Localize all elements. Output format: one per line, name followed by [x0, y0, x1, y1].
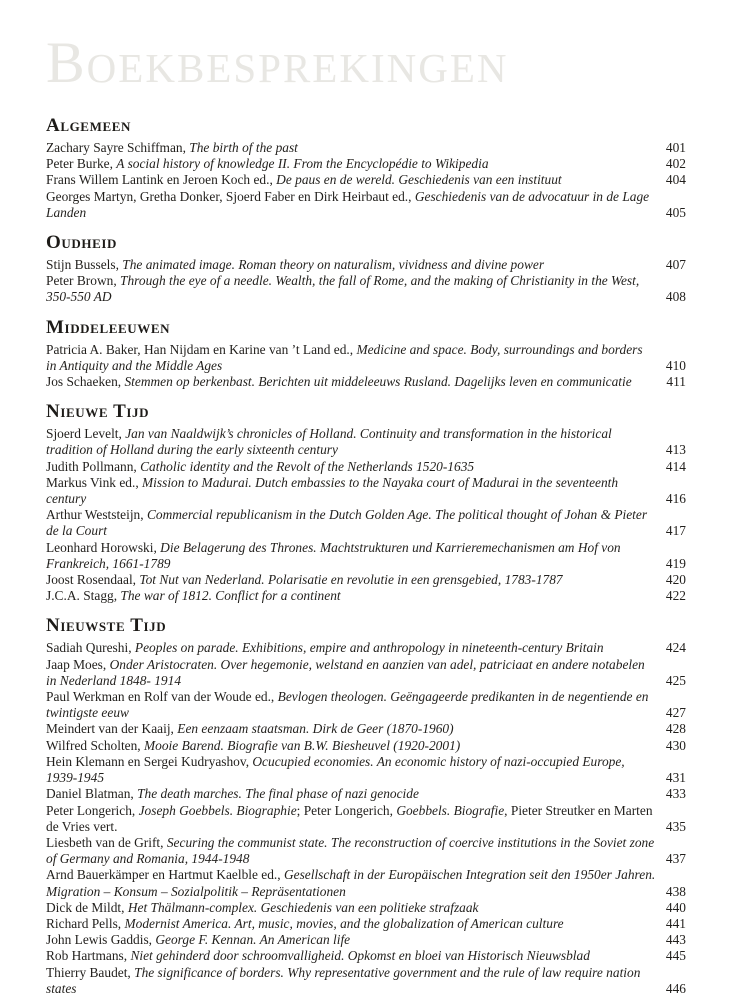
entry-text: [46, 426, 612, 457]
entry-book-title: The birth of the past: [189, 140, 298, 155]
page-title: Boekbesprekingen: [46, 30, 509, 95]
entry-text: [46, 948, 590, 963]
entry-page-number: 433: [665, 786, 686, 802]
toc-entry: [46, 273, 686, 305]
entry-author: Sjoerd Levelt,: [46, 426, 126, 442]
entry-page-number: 408: [665, 289, 686, 305]
toc-entry: [46, 721, 686, 737]
entry-author: Sadiah Qureshi,: [46, 640, 135, 656]
entry-page-number: 402: [665, 156, 686, 172]
entry-author: Rob Hartmans,: [46, 948, 131, 964]
entry-text: [46, 156, 489, 171]
entry-book-title: Goebbels. Biografie: [396, 802, 505, 818]
toc-entry: [46, 900, 686, 916]
entry-book-title: De paus en de wereld. Geschiedenis van een instituut: [276, 172, 562, 188]
entry-page-number: 435: [665, 818, 686, 834]
entry-text: [46, 572, 563, 587]
entry-book-title: Through the eye of a needle. Wealth, the fall of Rome, and the making of Christianity in the West, 350-550 AD: [46, 273, 640, 305]
entry-author: Wilfred Scholten,: [46, 737, 145, 753]
entry-book-title: Catholic identity and the Revolt of the Netherlands 1520-1635: [140, 458, 475, 474]
toc-entry: [46, 572, 686, 588]
toc-entry: [46, 965, 686, 997]
entry-page-number: 431: [665, 770, 686, 786]
entry-book-title: Het Thälmann-complex. Geschiedenis van een politieke strafzaak: [127, 899, 479, 915]
entry-page-number: 401: [665, 140, 686, 155]
toc-entry: [46, 640, 686, 656]
entry-author: Patricia A. Baker, Han Nijdam en Karine van ’t Land ed.,: [46, 341, 357, 357]
entry-page-number: 420: [665, 572, 686, 588]
entry-author: Peter Brown,: [46, 273, 121, 289]
entry-author: Markus Vink ed.,: [46, 474, 143, 490]
entry-text: [46, 374, 632, 389]
entry-author: Peter Longerich,: [46, 802, 139, 818]
toc-entry: [46, 786, 686, 802]
entry-book-title: Niet gehinderd door schroomvalligheid. Opkomst en bloei van Historisch Nieuwsblad: [130, 948, 590, 964]
entry-author: Judith Pollmann,: [46, 458, 141, 474]
entry-page-number: 425: [665, 672, 686, 688]
toc-entry: [46, 588, 686, 604]
entry-book-title: Tot Nut van Nederland. Polarisatie en revolutie in een grensgebied, 1783-1787: [139, 572, 563, 588]
entry-text: [46, 588, 341, 603]
entry-author: Richard Pells,: [46, 915, 125, 931]
entry-text: [46, 172, 562, 187]
toc-section: [46, 231, 686, 306]
entry-page-number: 416: [665, 491, 686, 507]
toc-section: [46, 400, 686, 604]
entry-text: [46, 640, 604, 655]
entry-author: John Lewis Gaddis,: [46, 932, 156, 948]
entry-book-title: The animated image. Roman theory on naturalism, vividness and divine power: [122, 257, 545, 273]
toc-entry: [46, 172, 686, 188]
entry-page-number: 443: [665, 932, 686, 948]
entry-text: [46, 273, 639, 304]
entry-book-title: Medicine and space. Body, surroundings and borders in Antiquity and the Middle Ages: [46, 341, 643, 373]
entry-text: [46, 721, 454, 736]
entry-book-title: George F. Kennan. An American life: [155, 932, 351, 948]
entry-page-number: 419: [665, 555, 686, 571]
entry-text: [46, 459, 474, 474]
entry-page-number: 417: [665, 523, 686, 539]
entry-author: Zachary Sayre Schiffman,: [46, 140, 190, 155]
entry-book-title: The death marches. The final phase of nazi genocide: [137, 786, 419, 802]
section-heading: Nieuwe Tijd: [46, 401, 150, 423]
entry-book-title: The war of 1812. Conflict for a continent: [120, 588, 341, 604]
toc-section: [46, 114, 686, 221]
toc-entry: [46, 342, 686, 374]
entry-author: Jos Schaeken,: [46, 374, 125, 390]
entry-page-number: 422: [665, 588, 686, 604]
entry-author: Thierry Baudet,: [46, 964, 135, 980]
toc-entry: [46, 140, 686, 156]
entry-text: [46, 189, 649, 220]
toc-entry: [46, 257, 686, 273]
entry-page-number: 410: [665, 357, 686, 373]
entry-book-title: Ocucupied economies. An economic history of nazi-occupied Europe, 1939-1945: [46, 753, 625, 786]
entry-book-title: The significance of borders. Why representative government and the rule of law require nation states: [46, 964, 641, 996]
section-heading: Oudheid: [46, 232, 117, 254]
entry-book-title: Joseph Goebbels. Biographie: [138, 802, 297, 818]
entry-book-title: Jan van Naaldwijk’s chronicles of Holland. Continuity and transformation in the historical tradition of Holland during the early sixteenth century: [46, 426, 612, 458]
toc-entry: [46, 867, 686, 899]
entry-text: [46, 540, 621, 571]
entry-author: , Pieter Streutker en Marten de Vries vert.: [46, 802, 653, 834]
entry-page-number: 430: [665, 737, 686, 753]
entry-book-title: Mission to Madurai. Dutch embassies to the Nayaka court of Madurai in the seventeenth century: [46, 474, 619, 507]
entry-page-number: 411: [666, 374, 686, 390]
toc-section: [46, 614, 686, 996]
entry-page-number: 446: [665, 980, 686, 996]
entry-author: Hein Klemann en Sergei Kudryashov,: [46, 753, 253, 769]
entry-text: [46, 900, 479, 915]
entry-book-title: Onder Aristocraten. Over hegemonie, welstand en aanzien van adel, patriciaat en andere notabelen in Nederland 1848- 1914: [46, 656, 645, 688]
toc-entry: [46, 475, 686, 507]
toc-entry: [46, 189, 686, 221]
toc-entry: [46, 738, 686, 754]
entry-page-number: 445: [665, 948, 686, 964]
entry-text: [46, 507, 647, 538]
toc-entry: [46, 916, 686, 932]
entry-author: Stijn Bussels,: [46, 257, 123, 273]
toc-entry: [46, 835, 686, 867]
entry-book-title: A social history of knowledge II. From the Encyclopédie to Wikipedia: [116, 156, 489, 172]
section-heading: Algemeen: [46, 115, 131, 136]
entry-author: Peter Burke,: [46, 156, 117, 172]
entry-book-title: Bevlogen theologen. Geëngageerde predikanten in de negentiende en twintigste eeuw: [46, 689, 649, 721]
entry-text: [46, 257, 544, 272]
entry-author: Joost Rosendaal,: [46, 572, 140, 588]
toc-entry: [46, 507, 686, 539]
entry-text: [46, 867, 655, 898]
entry-text: [46, 754, 625, 785]
entry-book-title: Commercial republicanism in the Dutch Golden Age. The political thought of Johan & Pieter de la Court: [46, 507, 648, 539]
entry-page-number: 441: [665, 915, 686, 931]
entry-book-title: Geschiedenis van de advocatuur in de Lage Landen: [46, 188, 650, 220]
entry-author: Arthur Weststeijn,: [46, 507, 147, 523]
toc-entry: [46, 689, 686, 721]
toc-section: [46, 316, 686, 391]
entry-text: [46, 140, 298, 155]
entry-book-title: Die Belagerung des Thrones. Machtstrukturen und Karrieremechanismen am Hof von Frankreich, 1661-1789: [46, 539, 621, 571]
entry-page-number: 405: [665, 204, 686, 220]
entry-book-title: Securing the communist state. The reconstruction of coercive institutions in the Soviet zone of Germany and Romania, 1944-1948: [46, 834, 655, 867]
entry-text: [46, 657, 645, 688]
entry-page-number: 427: [665, 705, 686, 721]
entry-page-number: 438: [665, 883, 686, 899]
entry-book-title: Gesellschaft in der Europäischen Integration seit den 1950er Jahren. Migration – Konsum – Sozialpolitik – Repräsentationen: [46, 867, 656, 899]
entry-book-title: Modernist America. Art, music, movies, and the globalization of American culture: [124, 915, 564, 931]
toc-entry: [46, 657, 686, 689]
entry-text: [46, 342, 643, 373]
entry-author: Jaap Moes,: [46, 656, 110, 672]
entry-author: Liesbeth van de Grift,: [46, 834, 167, 850]
toc-entry: [46, 803, 686, 835]
entry-book-title: Peoples on parade. Exhibitions, empire and anthropology in nineteenth-century Britain: [134, 640, 604, 656]
entry-book-title: Stemmen op berkenbast. Berichten uit middeleeuws Rusland. Dagelijks leven en communicatie: [124, 374, 632, 390]
entry-page-number: 424: [665, 640, 686, 656]
toc-entry: [46, 426, 686, 458]
toc-entry: [46, 540, 686, 572]
entry-book-title: Mooie Barend. Biografie van B.W. Biesheuvel (1920-2001): [144, 737, 461, 753]
entry-author: Arnd Bauerkämper en Hartmut Kaelble ed.,: [46, 867, 284, 883]
entry-page-number: 414: [665, 458, 686, 474]
toc-entry: [46, 948, 686, 964]
entry-page-number: 413: [665, 442, 686, 458]
section-heading: Middeleeuwen: [46, 316, 171, 338]
entry-text: [46, 932, 350, 947]
entry-text: [46, 835, 654, 866]
entry-author: Daniel Blatman,: [46, 786, 138, 802]
entry-text: [46, 738, 460, 753]
entry-text: [46, 916, 564, 931]
entry-page-number: 440: [665, 899, 686, 915]
entry-text: [46, 786, 419, 801]
entry-book-title: Een eenzaam staatsman. Dirk de Geer (1870-1960): [177, 721, 454, 737]
entry-page-number: 407: [665, 257, 686, 273]
entry-page-number: 428: [665, 721, 686, 737]
entry-author: Georges Martyn, Gretha Donker, Sjoerd Faber en Dirk Heirbaut ed.,: [46, 188, 415, 204]
entry-author: Dick de Mildt,: [46, 899, 128, 915]
entry-text: [46, 803, 653, 834]
entry-page-number: 437: [665, 851, 686, 867]
entry-text: [46, 689, 648, 720]
toc-entry: [46, 156, 686, 172]
toc-entry: [46, 459, 686, 475]
entry-text: [46, 965, 640, 996]
entry-author: Leonhard Horowski,: [46, 539, 161, 555]
toc-entry: [46, 754, 686, 786]
entry-page-number: 404: [665, 172, 686, 188]
entry-author: J.C.A. Stagg,: [46, 588, 121, 604]
toc-sections: [46, 114, 686, 997]
toc-entry: [46, 932, 686, 948]
section-heading: Nieuwste Tijd: [46, 615, 167, 637]
entry-author: ; Peter Longerich,: [296, 802, 397, 818]
entry-text: [46, 475, 618, 506]
entry-author: Paul Werkman en Rolf van der Woude ed.,: [46, 689, 278, 705]
entry-author: Meindert van der Kaaij,: [46, 721, 178, 737]
entry-author: Frans Willem Lantink en Jeroen Koch ed.,: [46, 172, 277, 188]
toc-entry: [46, 374, 686, 390]
